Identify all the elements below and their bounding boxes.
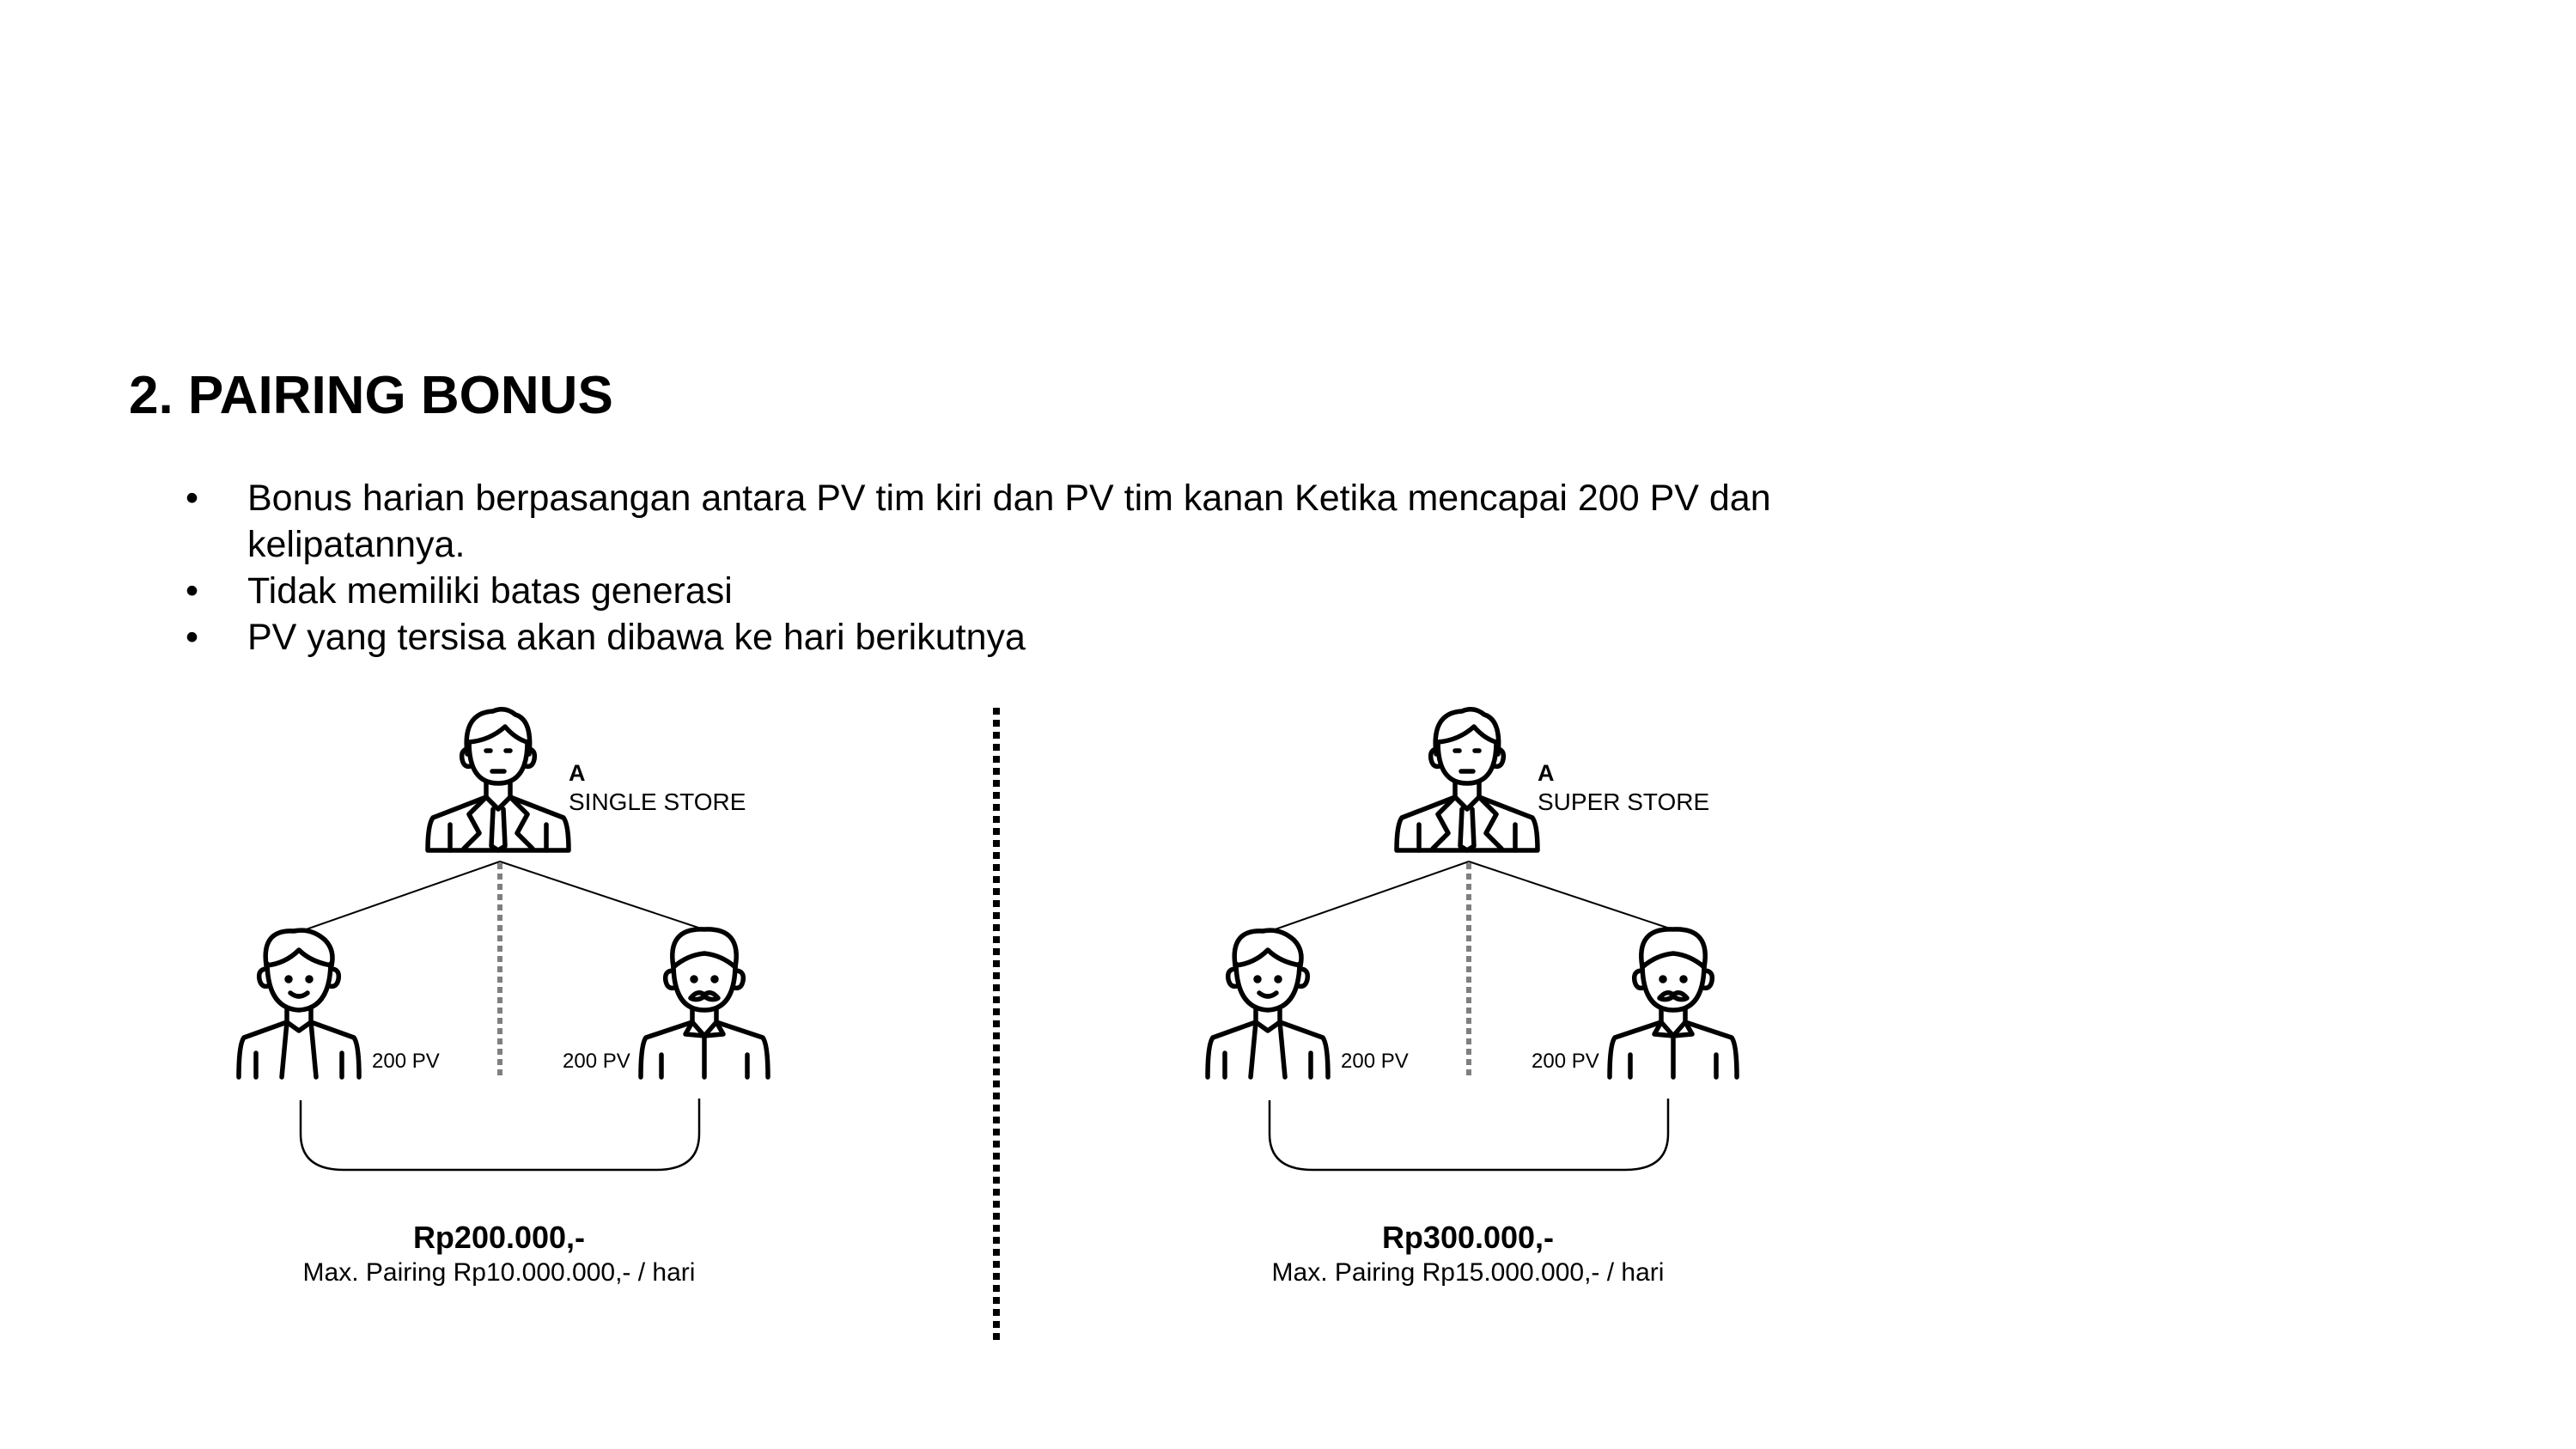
mustache-man-icon [641,929,768,1077]
right-branch-line [1469,861,1672,929]
pairing-diagram-single-store [198,704,1057,1349]
bullet-item: • Tidak memiliki batas generasi [182,568,1866,614]
bullet-item: • Bonus harian berpasangan antara PV tim kiri dan PV tim kanan Ketika mencapai 200 PV dan kelipatannya. [182,475,1866,568]
right-pv-label: 200 PV [1532,1050,1599,1073]
young-man-icon [1208,930,1328,1077]
right-branch-line [500,861,703,929]
sponsor-id: A [569,760,586,786]
pairing-bracket [301,1099,699,1170]
panel-divider [993,708,1000,1343]
max-pairing-note: Max. Pairing Rp15.000.000,- / hari [1271,1258,1665,1287]
page-title: 2. PAIRING BONUS [129,366,613,425]
left-branch-line [299,861,500,932]
businessman-icon [428,709,569,850]
right-pv-label: 200 PV [563,1050,630,1073]
mustache-man-icon [1610,929,1737,1077]
store-type-label: SUPER STORE [1538,788,1710,815]
businessman-icon [1397,709,1538,850]
bonus-amount: Rp300.000,- [1381,1220,1555,1255]
bullet-item: • PV yang tersisa akan dibawa ke hari berikutnya [182,614,1866,661]
bonus-amount: Rp200.000,- [412,1220,586,1255]
left-pv-label: 200 PV [372,1050,440,1073]
bullet-list [182,475,1866,661]
pairing-bracket [1270,1099,1668,1170]
sponsor-id: A [1538,760,1555,786]
young-man-icon [239,930,359,1077]
left-pv-label: 200 PV [1341,1050,1409,1073]
pairing-diagram-super-store [1166,704,2025,1349]
store-type-label: SINGLE STORE [569,788,746,815]
left-branch-line [1268,861,1469,932]
max-pairing-note: Max. Pairing Rp10.000.000,- / hari [302,1258,696,1287]
